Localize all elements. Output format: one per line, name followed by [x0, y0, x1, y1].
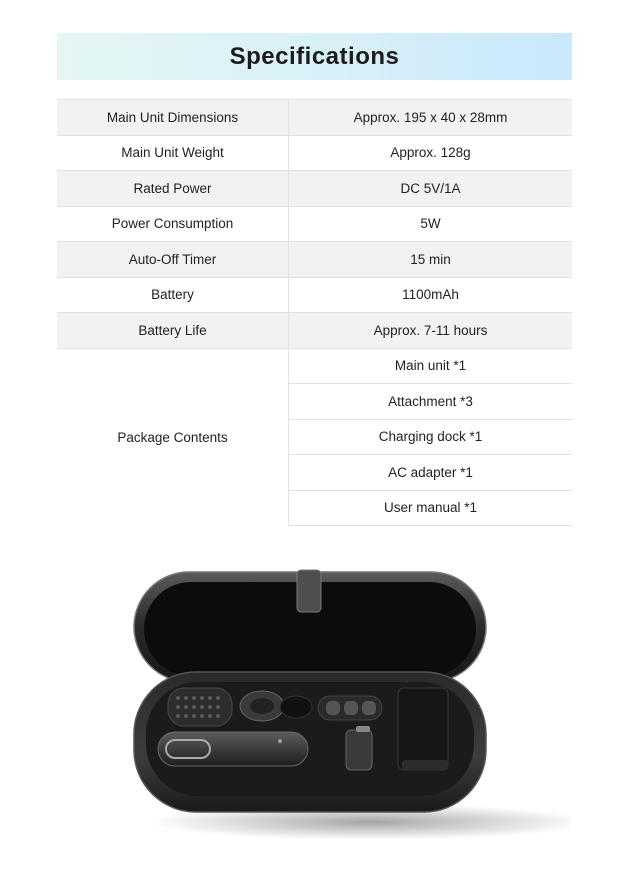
- table-row: [57, 135, 572, 171]
- package-item: User manual *1: [289, 490, 573, 526]
- table-row: [57, 313, 572, 349]
- charging-dock: [398, 688, 448, 770]
- spec-value: 1100mAh: [289, 277, 573, 313]
- spec-label: Battery Life: [57, 313, 289, 349]
- product-case-photo: [120, 560, 570, 840]
- table-row: [57, 277, 572, 313]
- spec-label: Main Unit Dimensions: [57, 100, 289, 136]
- table-row: [57, 171, 572, 207]
- page-title: Specifications: [229, 42, 400, 70]
- ac-adapter: [346, 726, 372, 770]
- main-unit: [158, 732, 308, 766]
- package-contents-label: Package Contents: [57, 348, 289, 526]
- case-strap: [297, 570, 321, 612]
- spec-value: Approx. 7-11 hours: [289, 313, 573, 349]
- title-banner: [57, 33, 572, 80]
- spec-label: Power Consumption: [57, 206, 289, 242]
- table-row: [57, 100, 572, 136]
- table-row: [57, 348, 572, 384]
- package-item: AC adapter *1: [289, 455, 573, 491]
- table-row: [57, 242, 572, 278]
- spec-label: Auto-Off Timer: [57, 242, 289, 278]
- package-item: Attachment *3: [289, 384, 573, 420]
- spec-value: 5W: [289, 206, 573, 242]
- spec-label: Rated Power: [57, 171, 289, 207]
- spec-value: DC 5V/1A: [289, 171, 573, 207]
- spec-value: Approx. 195 x 40 x 28mm: [289, 100, 573, 136]
- spec-label: Battery: [57, 277, 289, 313]
- table-row: [57, 206, 572, 242]
- segmented-attachment: [318, 696, 382, 720]
- spec-value: Approx. 128g: [289, 135, 573, 171]
- spec-table: [57, 99, 572, 526]
- package-item: Charging dock *1: [289, 419, 573, 455]
- spec-label: Main Unit Weight: [57, 135, 289, 171]
- package-item: Main unit *1: [289, 348, 573, 384]
- brush-attachment: [168, 688, 232, 726]
- spec-value: 15 min: [289, 242, 573, 278]
